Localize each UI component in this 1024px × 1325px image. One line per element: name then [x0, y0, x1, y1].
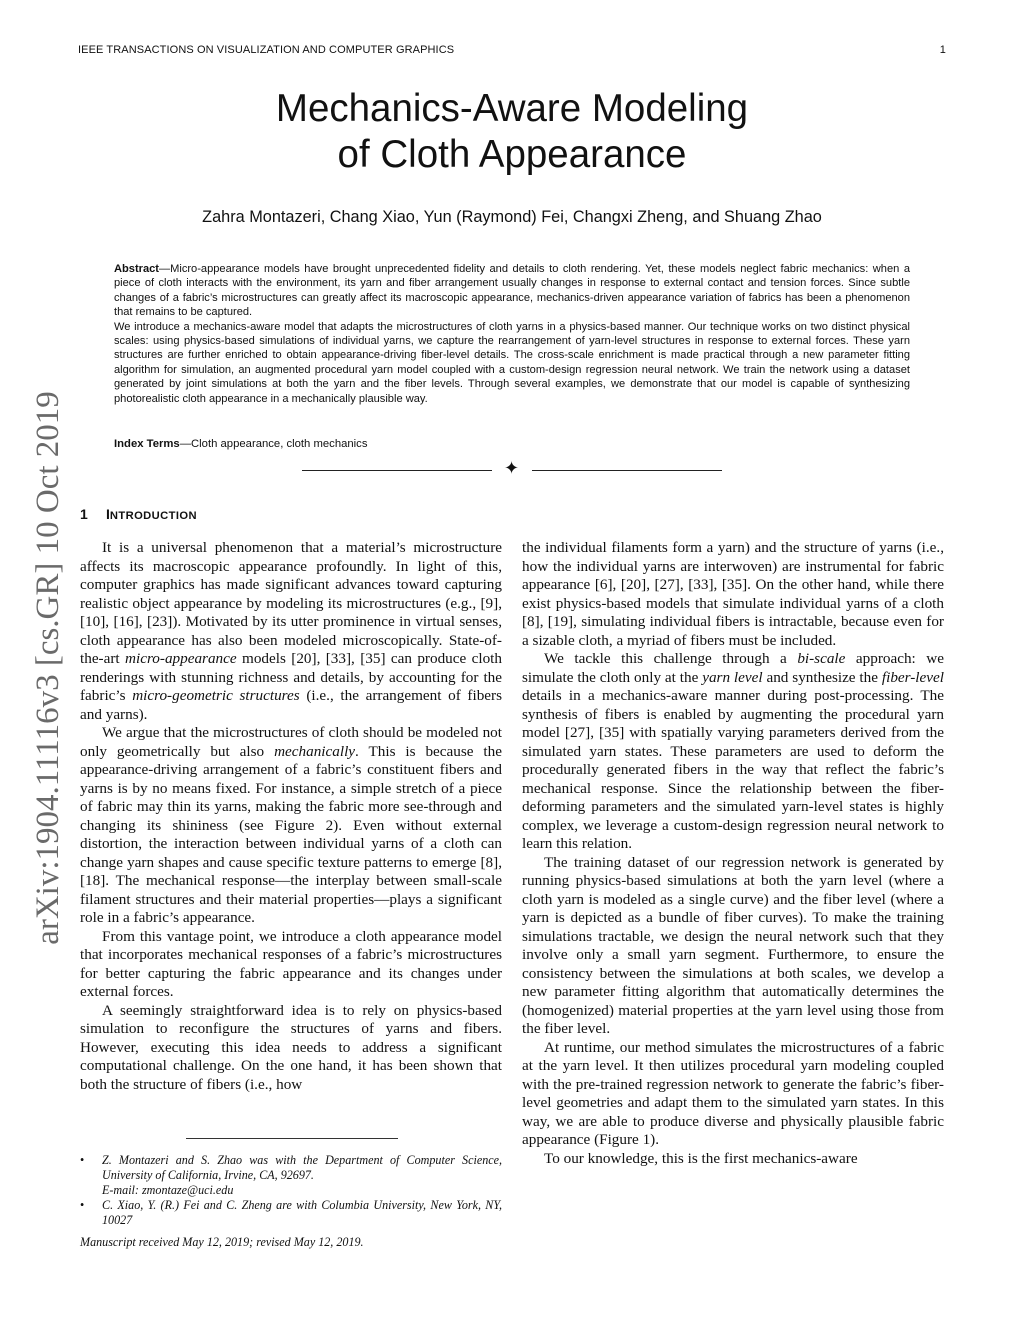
arxiv-stamp: arXiv:1904.11116v3 [cs.GR] 10 Oct 2019 [30, 391, 66, 945]
running-head [78, 44, 946, 56]
section-title-rest: NTRODUCTION [109, 510, 197, 522]
intro-paragraph-3: From this vantage point, we introduce a cloth appearance model that incorporates mechanical responses of a fabric’s microstructures for better capturing the fabric appearance and its changes under external forces. [80, 927, 502, 1000]
journal-name: IEEE TRANSACTIONS ON VISUALIZATION AND COMPUTER GRAPHICS [78, 44, 455, 56]
abstract-label: Abstract [114, 263, 160, 275]
intro-paragraph-2: We argue that the microstructures of cloth should be modeled not only geometrically but also mechanically. This is because the appearance-driving arrangement of a fabric’s constituent fibers and yarns is by no means fixed. For instance, a simple stretch of a piece of fabric may thin its yarns, making the fabric more see-through and changing its shininess (see Figure 2). Even without external distortion, the interaction between individual yarns of a cloth can change yarn shapes and cause specific texture patterns to emerge [8], [18]. The mechanical response—the interplay between small-scale filament structures and their material properties—plays a significant role in a fabric’s appearance. [80, 724, 502, 926]
right-column [522, 539, 944, 1168]
page-number: 1 [939, 44, 946, 56]
intro-paragraph-1: It is a universal phenomenon that a material’s microstructure affects its macroscopic appearance profoundly. In light of this, computer graphics has made significant advances toward capturing realistic object appearance by modeling its microstructures (e.g., [9], [10], [16], [23]). Motivated by its utter prominence in virtual senses, cloth appearance has also been modeled microscopically. State-of-the-art micro-appearance models [20], [33], [35] can produce cloth renderings with stunning richness and details, by accounting for the fabric’s micro-geometric structures (i.e., the arrangement of fibers and yarns). [80, 539, 502, 723]
author-email: E-mail: zmontaze@uci.edu [102, 1183, 234, 1197]
intro-paragraph-6: The training dataset of our regression network is generated by running physics-based simulations at both the yarn level (where a cloth yarn is modeled as a single curve) and the fiber level (where a yarn is depicted as a bundle of fiber curves). To make the training simulations tractable, we design the neural network such that they involve only a small yarn segment. Furthermore, to ensure the consistency between the simulations at both scales, we develop a new parameter fitting algorithm that automatically determines the (homogenized) material properties at the yarn level using those from the fiber level. [522, 853, 944, 1037]
section-number: 1 [80, 506, 88, 522]
abstract-paragraph-2: We introduce a mechanics-aware model that adapts the microstructures of cloth yarns in a physics-based manner. Our technique works on two distinct physical scales: using physics-based simulations of individual yarns, we capture the rearrangement of yarn-level structures in response to external forces. These yarn structures are further enriched to obtain appearance-driving fiber-level details. The cross-scale enrichment is made practical through a new parameter fitting algorithm for simulation, an augmented procedural yarn model coupled with a custom-design regression neural network. We train the network using a dataset generated by joint simulations at both the yarn and the fiber levels. Through several examples, we demonstrate that our model is capable of synthesizing photorealistic cloth appearance in a mechanically plausible way. [114, 320, 910, 405]
footnote-affiliation-2: • C. Xiao, Y. (R.) Fei and C. Zheng are with Columbia University, New York, NY, 10027 [80, 1198, 502, 1227]
abstract-text-1: Micro-appearance models have brought unprecedented fidelity and details to cloth rendering. Yet, these models neglect fabric mechanics: when a piece of cloth interacts with the environment, its yarn and fiber arrangement usually changes in response to external contact and tension forces. Since subtle changes of a fabric’s microstructures can greatly affect its macroscopic appearance, mechanics-driven appearance variation of fabrics has been a phenomenon that remains to be captured. [114, 263, 910, 319]
intro-paragraph-4-continued: the individual filaments form a yarn) and the structure of yarns (i.e., how the individual yarns are interwoven) are instrumental for fabric appearance [6], [20], [27], [33], [35]. On the other hand, while there exist physics-based models that simulate individual yarns of a cloth [8], [19], simulating individual fibers is intractable, because even for a sizable cloth, a myriad of fibers must be included. [522, 539, 944, 649]
separator-line-right [532, 470, 722, 471]
separator-star-icon: ✦ [504, 458, 520, 478]
intro-paragraph-7: At runtime, our method simulates the microstructures of a fabric at the yarn level. It then utilizes procedural yarn modeling coupled with the pre-trained regression network to generate the fabric’s fiber-level geometries and adapt them to the simulated yarn states. In this way, we are able to produce diverse and physically plausible fabric appearance (Figure 1). [522, 1038, 944, 1148]
footnotes [80, 1153, 502, 1228]
separator-line-left [302, 470, 492, 471]
section-heading [80, 506, 197, 522]
left-column [80, 539, 502, 1094]
intro-paragraph-5: We tackle this challenge through a bi-scale approach: we simulate the cloth only at the yarn level and synthesize the fiber-level details in a mechanics-aware manner during post-processing. The synthesis of fibers is enabled by augmenting the procedural yarn model [27], [35] with spatially varying parameters derived from the simulated yarn states. These parameters are used to deform the procedurally generated fibers in the way that reflect the fabric’s mechanical response. Since the relationship between the fiber-deforming parameters and the simulated yarn-level states is highly complex, we leverage a custom-design regression neural network to learn this relation. [522, 650, 944, 852]
footnote-rule [186, 1138, 398, 1139]
index-terms-text: Cloth appearance, cloth mechanics [191, 438, 368, 450]
section-separator [302, 458, 722, 480]
footnote-affiliation-1: • Z. Montazeri and S. Zhao was with the Department of Computer Science, University of California, Irvine, CA, 92697. E-mail: zmontaze@uci.edu [80, 1153, 502, 1197]
manuscript-note: Manuscript received May 12, 2019; revised May 12, 2019. [80, 1235, 364, 1249]
abstract [114, 262, 910, 406]
title-line-1: Mechanics-Aware Modeling [275, 87, 749, 130]
abstract-paragraph-1: Abstract—Micro-appearance models have brought unprecedented fidelity and details to cloth rendering. Yet, these models neglect fabric mechanics: when a piece of cloth interacts with the environment, its yarn and fiber arrangement usually changes in response to external contact and tension forces. Since subtle changes of a fabric’s microstructures can greatly affect its macroscopic appearance, mechanics-driven appearance variation of fabrics has been a phenomenon that remains to be captured. [114, 263, 910, 319]
paper-title [0, 86, 1024, 178]
intro-paragraph-4: A seemingly straightforward idea is to rely on physics-based simulation to reconfigure the structures of yarns and fibers. However, executing this idea needs to address a significant computational challenge. On the one hand, it has been shown that both the structure of fibers (i.e., how [80, 1001, 502, 1093]
section-title-initial: I [106, 506, 110, 522]
title-line-2: of Cloth Appearance [337, 133, 687, 176]
index-terms: Index Terms—Cloth appearance, cloth mechanics [114, 438, 368, 450]
author-list: Zahra Montazeri, Chang Xiao, Yun (Raymond) Fei, Changxi Zheng, and Shuang Zhao [202, 208, 822, 226]
intro-paragraph-8: To our knowledge, this is the first mechanics-aware [544, 1149, 858, 1167]
index-terms-label: Index Terms [114, 438, 180, 450]
